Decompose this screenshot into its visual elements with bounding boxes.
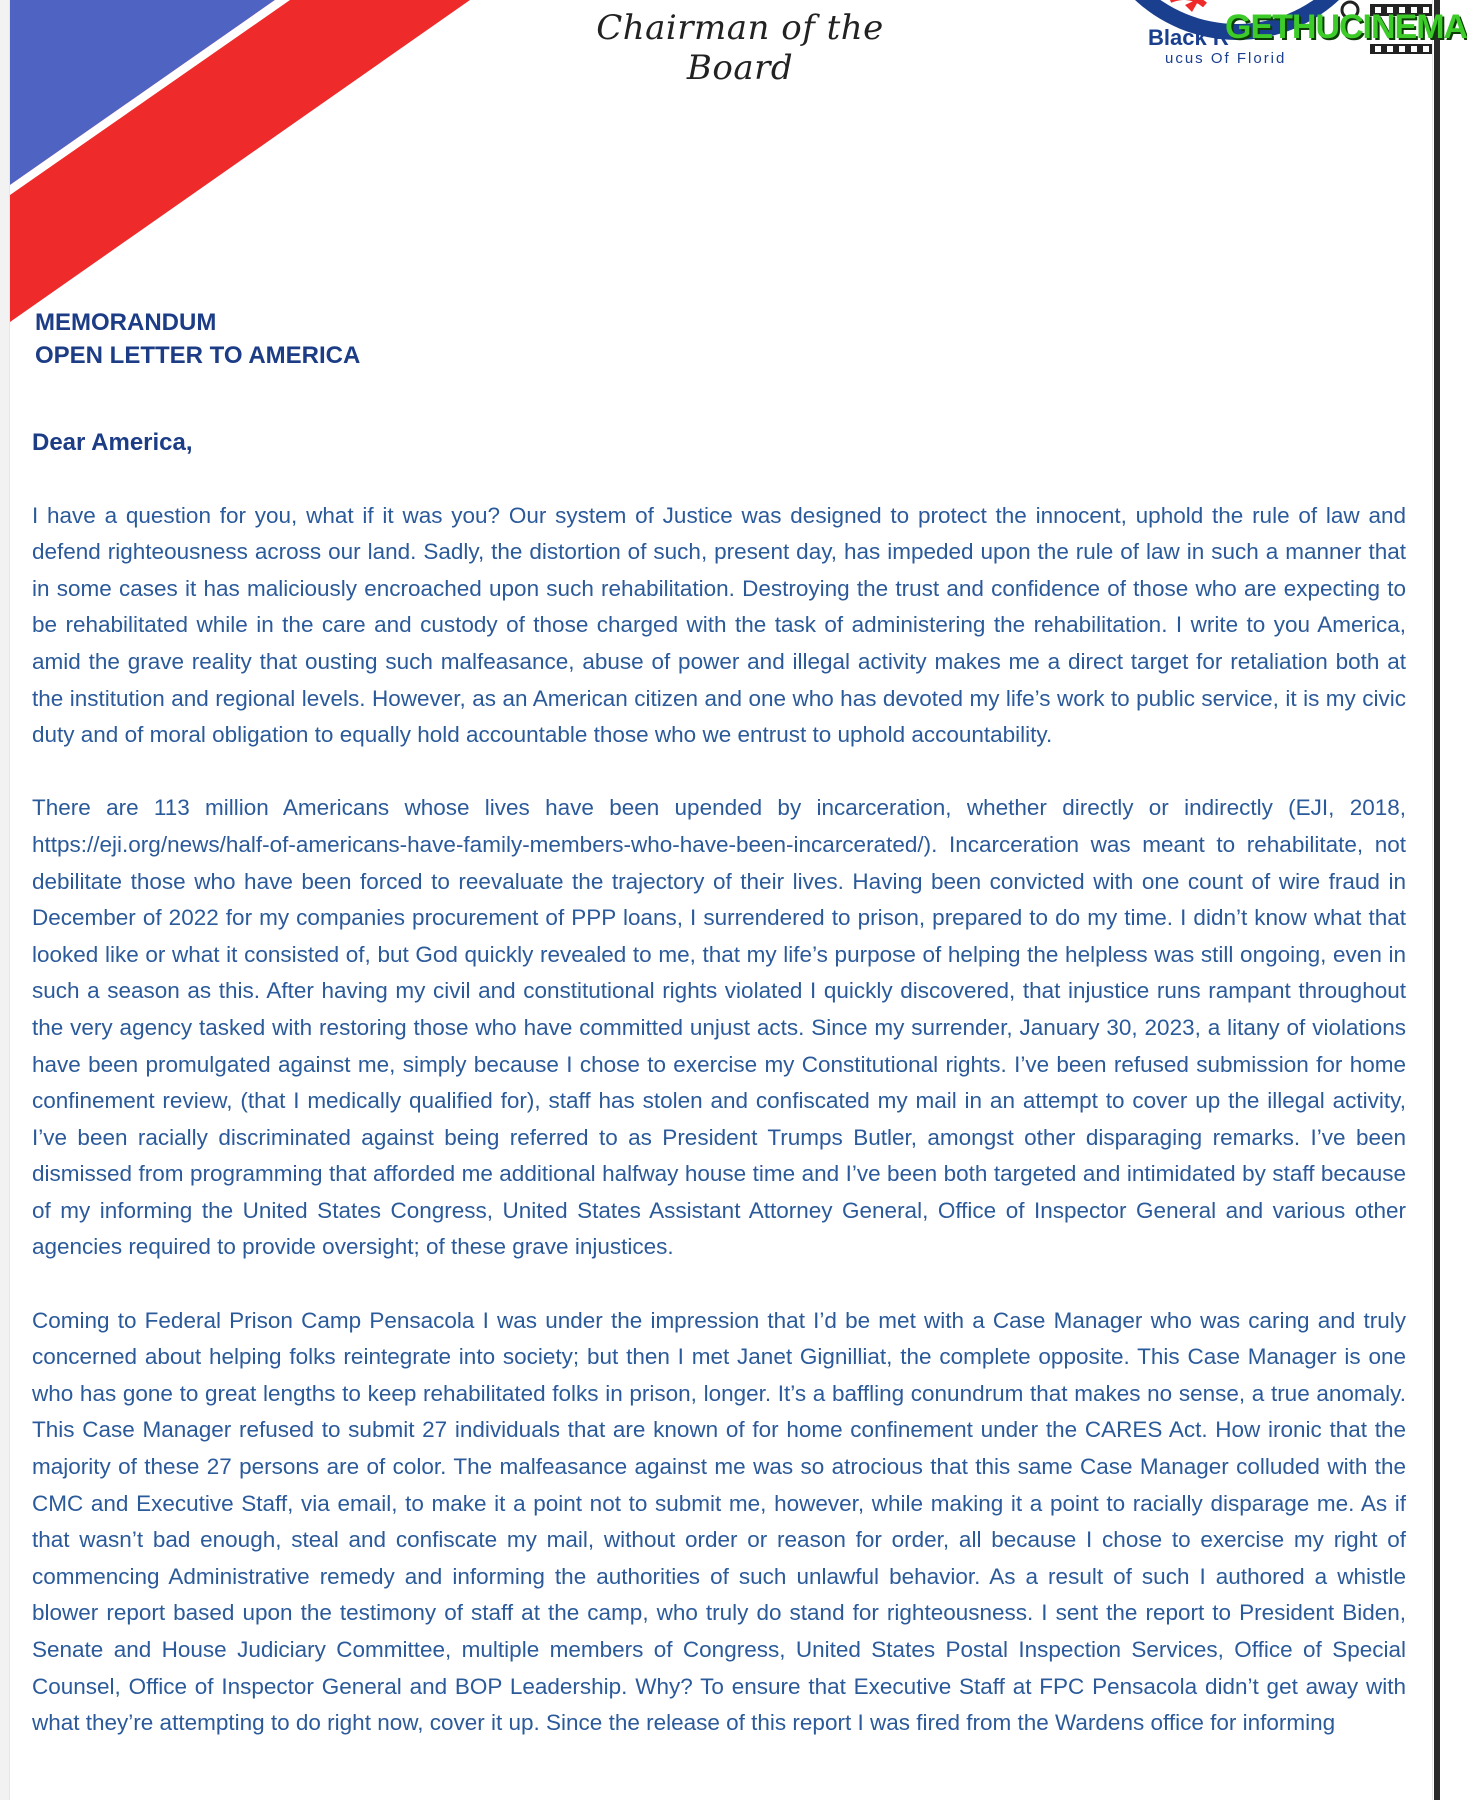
letter-paragraph-2: There are 113 million Americans whose lives have been upended by incarceration, whether directly or indirectly (EJI, 2018, https://eji.org/news/half-of-americans-have-family-members-who-have-been-incarcerated/). Incarceration was meant to rehabilitate, not debilitate those who have been forced to reevaluate the trajectory of their lives. Having been convicted with one count of wire fraud in December of 2022 for my companies procurement of PPP loans, I surrendered to prison, prepared to do my time. I didn’t know what that looked like or what it consisted of, but God quickly revealed to me, that my life’s purpose of helping the helpless was still ongoing, even in such a season as this. After having my civil and constitutional rights violated I quickly discovered, that injustice runs rampant throughout the very agency tasked with restoring those who have committed unjust acts. Since my surrender, January 30, 2023, a litany of violations have been promulgated against me, simply because I chose to exercise my Constitutional rights. I’ve been refused submission for home confinement review, (that I medically qualified for), staff has stolen and confiscated my mail in an attempt to cover up the illegal activity, I’ve been racially discriminated against being referred to as President Trumps Butler, amongst other disparaging remarks. I’ve been dismissed from programming that afforded me additional halfway house time and I’ve been both targeted and intimidated by staff because of my informing the United States Congress, United States Assistant Attorney General, Office of Inspector General and various other agencies required to provide oversight; of these grave injustices.: [32, 795, 1406, 1260]
chairman-signature-title: Chairman of the Board: [596, 8, 884, 88]
watermark-text: GETHUCINEMA: [1225, 8, 1467, 46]
letter-body: [32, 425, 1406, 1778]
header-stripe-graphic: [0, 0, 480, 330]
logo-text-line1: Black R: [1148, 25, 1229, 50]
memo-subject: OPEN LETTER TO AMERICA: [35, 342, 361, 369]
page-right-edge: [1434, 0, 1440, 1800]
logo-text-line2: ucus Of Florid: [1165, 50, 1287, 67]
memo-heading: [35, 306, 360, 372]
salutation: Dear America,: [32, 429, 193, 456]
letter-paragraph-3: Coming to Federal Prison Camp Pensacola I was under the impression that I’d be met with a Case Manager who was caring and truly concerned about helping folks reintegrate into society; but then I met Janet Gignilliat, the complete opposite. This Case Manager is one who has gone to great lengths to keep rehabilitated folks in prison, longer. It’s a baffling conundrum that makes no sense, a true anomaly. This Case Manager refused to submit 27 individuals that are known of for home confinement under the CARES Act. How ironic that the majority of these 27 persons are of color. The malfeasance against me was so atrocious that this same Case Manager colluded with the CMC and Executive Staff, via email, to make it a point not to submit me, however, while making it a point to racially disparage me. As if that wasn’t bad enough, steal and confiscate my mail, without order or reason for order, all because I chose to exercise my right of commencing Administrative remedy and informing the authorities of such unlawful behavior. As a result of such I authored a whistle blower report based upon the testimony of staff at the camp, who truly do stand for righteousness. I sent the report to President Biden, Senate and House Judiciary Committee, multiple members of Congress, United States Postal Inspection Services, Office of Special Counsel, Office of Inspector General and BOP Leadership. Why? To ensure that Executive Staff at FPC Pensacola didn’t get away with what they’re attempting to do right now, cover it up. Since the release of this report I was fired from the Wardens office for informing: [32, 1307, 1406, 1736]
letter-paragraph-1: I have a question for you, what if it was you? Our system of Justice was designed to protect the innocent, uphold the rule of law and defend righteousness across our land. Sadly, the distortion of such, present day, has impeded upon the rule of law in such a manner that in some cases it has maliciously encroached upon such rehabilitation. Destroying the trust and confidence of those who are expecting to be rehabilitated while in the care and custody of those charged with the task of administering the rehabilitation. I write to you America, amid the grave reality that ousting such malfeasance, abuse of power and illegal activity makes me a direct target for retaliation both at the institution and regional levels. However, as an American citizen and one who has devoted my life’s work to public service, it is my civic duty and of moral obligation to equally hold accountable those who we entrust to uphold accountability.: [32, 502, 1406, 748]
memo-label: MEMORANDUM: [35, 309, 217, 336]
